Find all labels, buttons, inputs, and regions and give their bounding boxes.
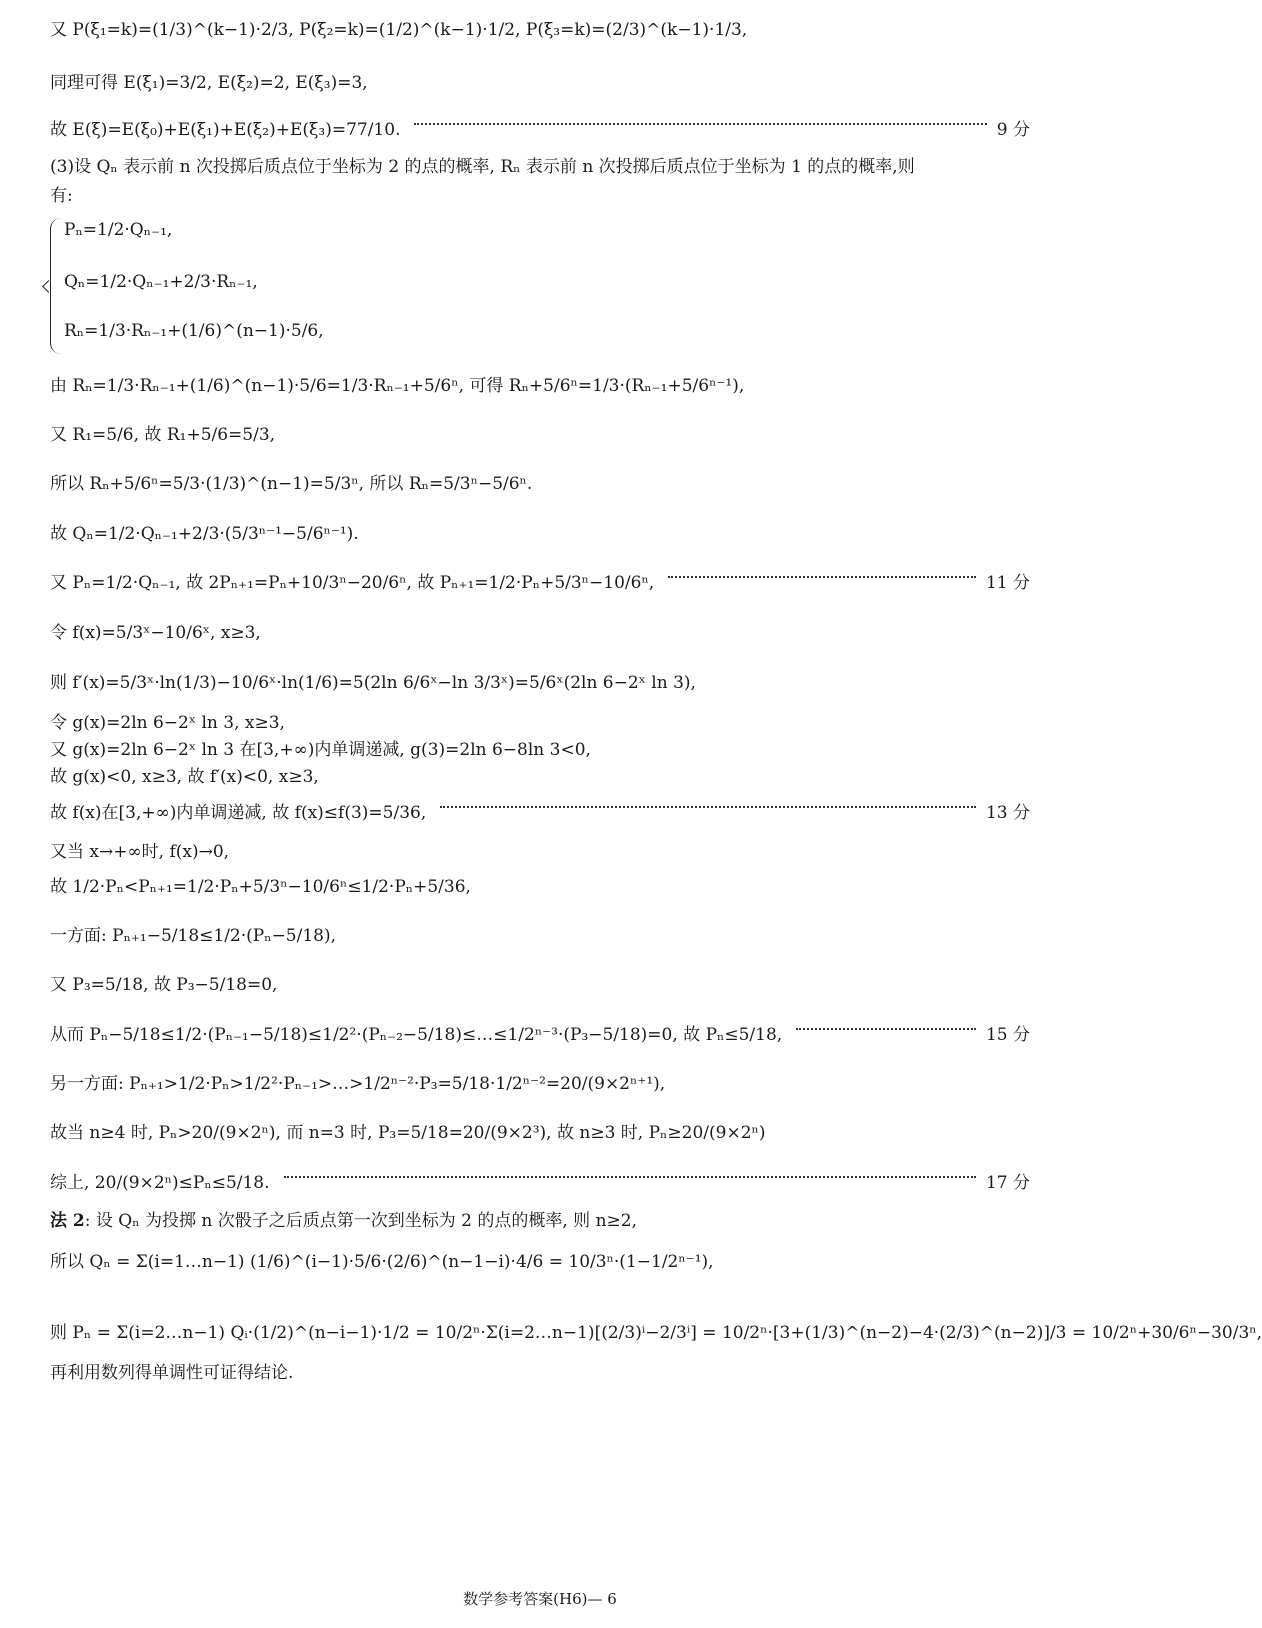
line-text: 又 P₃=5/18, 故 P₃−5/18=0, — [50, 975, 278, 995]
line-text: 同理可得 E(ξ₁)=3/2, E(ξ₂)=2, E(ξ₃)=3, — [50, 73, 368, 93]
solution-line-l30 — [50, 1318, 1262, 1343]
dotted-leader — [284, 1176, 976, 1178]
line-text: 则 f′(x)=5/3ˣ·ln(1/3)−10/6ˣ·ln(1/6)=5(2ln 6/6ˣ−ln 3/3ˣ)=5/6ˣ(2ln 6−2ˣ ln 3), — [50, 673, 696, 693]
line-text: 由 Rₙ=1/3·Rₙ₋₁+(1/6)^(n−1)·5/6=1/3·Rₙ₋₁+5/6ⁿ, 可得 Rₙ+5/6ⁿ=1/3·(Rₙ₋₁+5/6ⁿ⁻¹), — [50, 376, 745, 396]
solution-line-l06 — [64, 220, 1024, 240]
score-label: 13 分 — [985, 803, 1030, 823]
line-text — [50, 1206, 637, 1231]
page-footer: 数学参考答案(H6)— 6 — [463, 1590, 617, 1608]
line-text: 令 g(x)=2ln 6−2ˣ ln 3, x≥3, — [50, 713, 285, 733]
line-text: 所以 Qₙ = Σ(i=1…n−1) (1/6)^(i−1)·5/6·(2/6)^(n−1−i)·4/6 = 10/3ⁿ·(1−1/2ⁿ⁻¹), — [50, 1252, 714, 1272]
solution-line-l05 — [50, 181, 1030, 206]
solution-line-l20 — [50, 837, 1030, 862]
solution-line-l01 — [50, 15, 1030, 40]
line-text: 又 Pₙ=1/2·Qₙ₋₁, 故 2Pₙ₊₁=Pₙ+10/3ⁿ−20/6ⁿ, 故 Pₙ₊₁=1/2·Pₙ+5/3ⁿ−10/6ⁿ, — [50, 573, 655, 593]
line-text: Qₙ=1/2·Qₙ₋₁+2/3·Rₙ₋₁, — [64, 272, 258, 292]
line-text: 故 1/2·Pₙ<Pₙ₊₁=1/2·Pₙ+5/3ⁿ−10/6ⁿ≤1/2·Pₙ+5/36, — [50, 877, 471, 897]
line-text: 有: — [50, 186, 73, 206]
solution-line-l25 — [50, 1069, 1030, 1094]
line-text: 故 g(x)<0, x≥3, 故 f′(x)<0, x≥3, — [50, 767, 319, 787]
score-label: 9 分 — [996, 120, 1030, 140]
line-text: 综上, 20/(9×2ⁿ)≤Pₙ≤5/18. — [50, 1173, 270, 1193]
line-text: 又 R₁=5/6, 故 R₁+5/6=5/3, — [50, 425, 276, 445]
solution-line-l08 — [64, 321, 1024, 341]
solution-line-l14 — [50, 618, 1030, 643]
line-text: 又 g(x)=2ln 6−2ˣ ln 3 在[3,+∞)内单调递减, g(3)=2ln 6−8ln 3<0, — [50, 740, 591, 760]
solution-line-l10 — [50, 420, 1030, 445]
dotted-leader — [668, 576, 976, 578]
line-text: 故 f(x)在[3,+∞)内单调递减, 故 f(x)≤f(3)=5/36, — [50, 803, 427, 823]
line-text: 令 f(x)=5/3ˣ−10/6ˣ, x≥3, — [50, 623, 261, 643]
line-text: 故当 n≥4 时, Pₙ>20/(9×2ⁿ), 而 n=3 时, P₃=5/18=20/(9×2³), 故 n≥3 时, Pₙ≥20/(9×2ⁿ) — [50, 1123, 766, 1143]
solution-line-l15 — [50, 668, 1030, 693]
line-text: 又 P(ξ₁=k)=(1/3)^(k−1)·2/3, P(ξ₂=k)=(1/2)^(k−1)·1/2, P(ξ₃=k)=(2/3)^(k−1)·1/3, — [50, 20, 748, 40]
line-text: 故 Qₙ=1/2·Qₙ₋₁+2/3·(5/3ⁿ⁻¹−5/6ⁿ⁻¹). — [50, 524, 359, 544]
solution-line-l02 — [50, 68, 1030, 93]
solution-line-l17 — [50, 735, 1030, 760]
dotted-leader — [796, 1028, 976, 1030]
solution-line-l24 — [50, 1020, 1030, 1045]
solution-line-l12 — [50, 519, 1030, 544]
method-text: : 设 Qₙ 为投掷 n 次骰子之后质点第一次到坐标为 2 的点的概率, 则 n≥2, — [84, 1211, 637, 1231]
solution-line-l13 — [50, 568, 1030, 593]
line-text: 又当 x→+∞时, f(x)→0, — [50, 842, 230, 862]
solution-line-l23 — [50, 970, 1030, 995]
dotted-leader — [440, 806, 976, 808]
line-text: 则 Pₙ = Σ(i=2…n−1) Qᵢ·(1/2)^(n−i−1)·1/2 = 10/2ⁿ·Σ(i=2…n−1)[(2/3)ⁱ−2/3ⁱ] = 10/2ⁿ·[3+(1/3)^(n−2)−4·(2/3)^(n−2)]/3 = 10/2ⁿ+30/6ⁿ−30/3ⁿ, — [50, 1323, 1262, 1343]
solution-line-l16 — [50, 708, 1030, 733]
line-text: (3)设 Qₙ 表示前 n 次投掷后质点位于坐标为 2 的点的概率, Rₙ 表示前 n 次投掷后质点位于坐标为 1 的点的概率,则 — [50, 157, 915, 177]
line-text: Pₙ=1/2·Qₙ₋₁, — [64, 220, 173, 240]
line-text: 所以 Rₙ+5/6ⁿ=5/3·(1/3)^(n−1)=5/3ⁿ, 所以 Rₙ=5/3ⁿ−5/6ⁿ. — [50, 474, 533, 494]
score-label: 17 分 — [985, 1173, 1030, 1193]
line-text: Rₙ=1/3·Rₙ₋₁+(1/6)^(n−1)·5/6, — [64, 321, 324, 341]
solution-line-l31 — [50, 1358, 1030, 1383]
solution-line-l28 — [50, 1206, 1030, 1231]
line-text: 再利用数列得单调性可证得结论. — [50, 1363, 294, 1383]
solution-line-l26 — [50, 1118, 1030, 1143]
line-text: 另一方面: Pₙ₊₁>1/2·Pₙ>1/2²·Pₙ₋₁>…>1/2ⁿ⁻²·P₃=5/18·1/2ⁿ⁻²=20/(9×2ⁿ⁺¹), — [50, 1074, 666, 1094]
solution-line-l18 — [50, 762, 1030, 787]
solution-line-l07 — [64, 272, 1024, 292]
method-label: 法 2 — [50, 1211, 85, 1231]
solution-line-l09 — [50, 371, 1030, 396]
solution-line-l11 — [50, 469, 1030, 494]
solution-line-l04 — [50, 152, 1030, 177]
line-text: 从而 Pₙ−5/18≤1/2·(Pₙ₋₁−5/18)≤1/2²·(Pₙ₋₂−5/18)≤…≤1/2ⁿ⁻³·(P₃−5/18)=0, 故 Pₙ≤5/18, — [50, 1025, 783, 1045]
solution-line-l22 — [50, 921, 1030, 946]
score-label: 11 分 — [985, 573, 1030, 593]
solution-line-l21 — [50, 872, 1030, 897]
solution-line-l03 — [50, 115, 1030, 140]
dotted-leader — [414, 123, 986, 125]
line-text: 故 E(ξ)=E(ξ₀)+E(ξ₁)+E(ξ₂)+E(ξ₃)=77/10. — [50, 120, 401, 140]
score-label: 15 分 — [985, 1025, 1030, 1045]
solution-line-l29 — [50, 1247, 1030, 1272]
line-text: 一方面: Pₙ₊₁−5/18≤1/2·(Pₙ−5/18), — [50, 926, 337, 946]
solution-line-l27 — [50, 1168, 1030, 1193]
solution-line-l19 — [50, 798, 1030, 823]
